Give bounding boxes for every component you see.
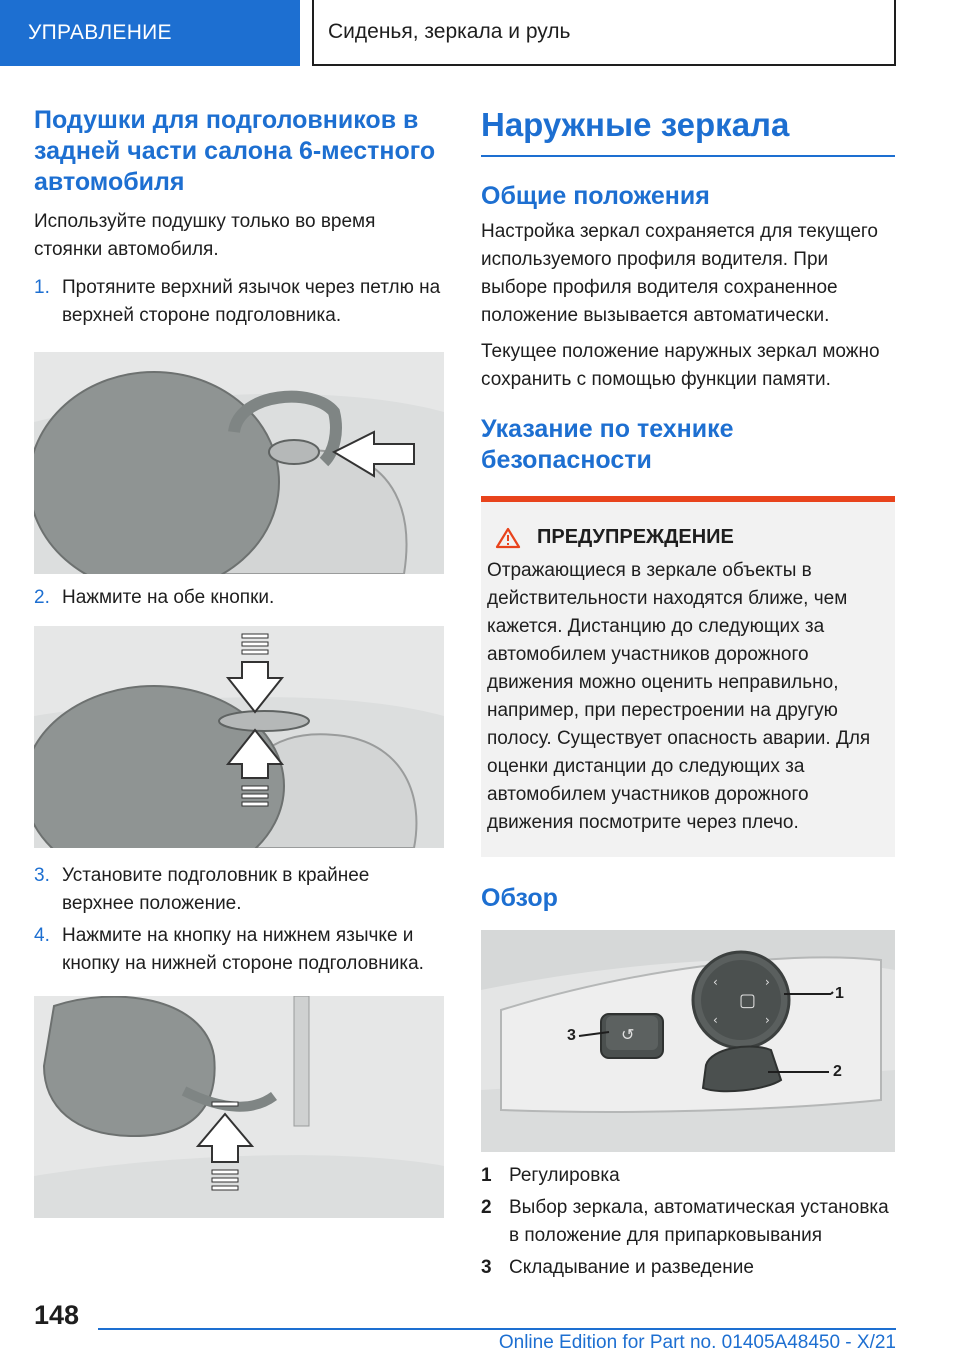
general-heading: Общие положения bbox=[481, 182, 710, 210]
step-text: Установите подголовник в крайнее верхнее положение. bbox=[62, 865, 370, 914]
legend-number: 1 bbox=[481, 1165, 492, 1186]
overview-legend bbox=[481, 1162, 895, 1282]
legend-item bbox=[481, 1194, 895, 1250]
headrest-figure-3 bbox=[34, 996, 444, 1218]
headrest-lower-tab-illustration bbox=[34, 996, 444, 1218]
steps-list-a bbox=[34, 274, 444, 330]
left-column bbox=[34, 105, 444, 1218]
legend-text: Складывание и разведение bbox=[509, 1257, 754, 1278]
headrest-buttons-illustration bbox=[34, 626, 444, 848]
section-label: Сиденья, зеркала и руль bbox=[328, 20, 571, 43]
callout-3: 3 bbox=[567, 1027, 576, 1044]
warning-header bbox=[481, 502, 895, 549]
footer-rule bbox=[98, 1328, 896, 1330]
step-4 bbox=[34, 922, 444, 978]
mirrors-title: Наружные зеркала bbox=[481, 106, 790, 143]
mirror-switch-illustration bbox=[481, 930, 895, 1152]
title-rule bbox=[481, 155, 895, 157]
chapter-label: УПРАВЛЕНИЕ bbox=[28, 21, 172, 44]
warning-box bbox=[481, 496, 895, 857]
headrest-figure-2 bbox=[34, 626, 444, 848]
step-text: Нажмите на кнопку на нижнем язычке и кнопку на нижней стороне подголовника. bbox=[62, 925, 424, 974]
callout-1: 1 bbox=[835, 985, 844, 1002]
section-tab bbox=[312, 0, 896, 66]
warning-title: ПРЕДУПРЕЖДЕНИЕ bbox=[537, 526, 734, 548]
legend-item bbox=[481, 1162, 895, 1190]
headrest-loop-illustration bbox=[34, 352, 444, 574]
svg-text:›: › bbox=[765, 975, 770, 989]
callout-2: 2 bbox=[833, 1063, 842, 1080]
chapter-tab bbox=[0, 0, 300, 66]
step-text: Нажмите на обе кнопки. bbox=[62, 587, 275, 608]
legend-text: Выбор зеркала, автоматическая установка в положение для припарковывания bbox=[509, 1197, 889, 1246]
steps-list-b bbox=[34, 584, 444, 612]
legend-item bbox=[481, 1254, 895, 1282]
step-number: 1. bbox=[34, 277, 50, 298]
step-number: 4. bbox=[34, 925, 50, 946]
step-number: 3. bbox=[34, 865, 50, 886]
warning-triangle-icon bbox=[495, 527, 521, 549]
safety-heading: Указание по технике безопасности bbox=[481, 415, 734, 474]
headrest-figure-1 bbox=[34, 352, 444, 574]
general-paragraph-2: Текущее положение наружных зеркал можно сохранить с помощью функции памяти. bbox=[481, 341, 880, 390]
step-1 bbox=[34, 274, 444, 330]
steps-list-c bbox=[34, 862, 444, 978]
mirror-controls-figure bbox=[481, 930, 895, 1152]
page-number: 148 bbox=[34, 1300, 80, 1330]
legend-text: Регулировка bbox=[509, 1165, 620, 1186]
svg-text:▢: ▢ bbox=[739, 990, 757, 1011]
svg-text:›: › bbox=[765, 1013, 770, 1027]
legend-number: 3 bbox=[481, 1257, 492, 1278]
step-text: Протяните верхний язычок через петлю на верхней стороне подголовника. bbox=[62, 277, 441, 326]
overview-heading: Обзор bbox=[481, 884, 558, 912]
step-2 bbox=[34, 584, 444, 612]
step-number: 2. bbox=[34, 587, 50, 608]
svg-text:‹: ‹ bbox=[713, 975, 718, 989]
general-paragraph-1: Настройка зеркал сохраняется для текущего используемого профиля водителя. При выборе профиля водителя сохраненное положение вызывается автоматически. bbox=[481, 221, 878, 326]
legend-number: 2 bbox=[481, 1197, 492, 1218]
headrest-intro: Используйте подушку только во время стоянки автомобиля. bbox=[34, 211, 376, 260]
step-3 bbox=[34, 862, 444, 918]
svg-text:‹: ‹ bbox=[713, 1013, 718, 1027]
right-column bbox=[481, 105, 895, 1282]
headrest-cushion-heading: Подушки для подголовников в задней части салона 6-местного автомобиля bbox=[34, 106, 436, 196]
warning-text: Отражающиеся в зеркале объекты в действительности находятся ближе, чем кажется. Дистанцию до следующих за автомобилем участников дорожного движения можно оценить неправильно, например, при перестроении на другую полосу. Существует опасность аварии. Для оценки дистанции до следующих за автомобилем участников дорожного движения посмотрите через плечо. bbox=[487, 560, 871, 833]
svg-text:↺: ↺ bbox=[621, 1025, 635, 1044]
footer-edition: Online Edition for Part no. 01405A48450 - X/21 bbox=[498, 1332, 896, 1353]
